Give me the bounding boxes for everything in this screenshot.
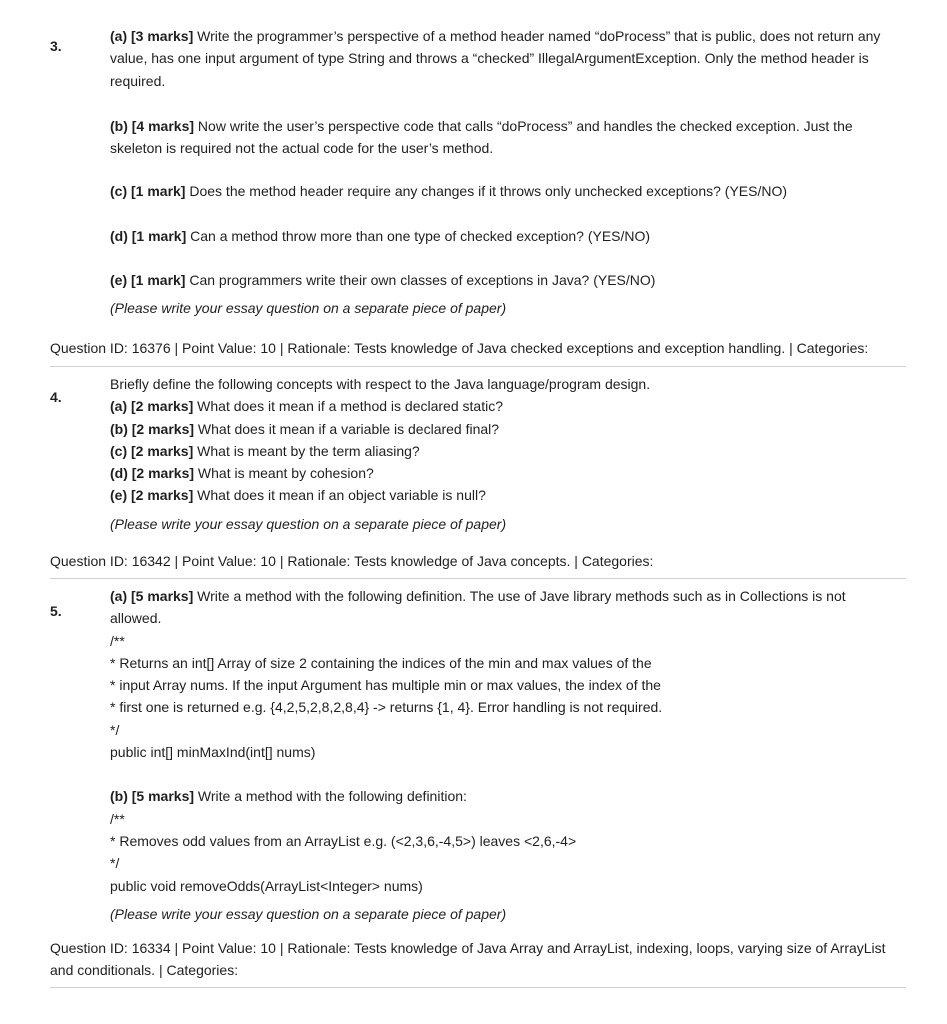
part-text: Can a method throw more than one type of checked exception? (YES/NO): [190, 227, 651, 244]
essay-note: (Please write your essay question on a separate piece of paper): [110, 905, 507, 922]
part-b: [110, 418, 900, 440]
part-marks: (b) [4 marks]: [110, 117, 195, 134]
part-a: [110, 25, 900, 92]
code-line: */: [110, 855, 120, 872]
part-b: [110, 785, 900, 807]
code-line: public void removeOdds(ArrayList<Integer> nums): [110, 877, 423, 894]
question-number: 4.: [50, 389, 62, 405]
part-text: Can programmers write their own classes of exceptions in Java? (YES/NO): [189, 272, 656, 289]
question-meta: Question ID: 16342 | Point Value: 10 | Rationale: Tests knowledge of Java concepts. | Categories:: [50, 553, 654, 569]
question-body: [110, 585, 900, 925]
code-line: * first one is returned e.g. {4,2,5,2,8,2,8,4} -> returns {1, 4}. Error handling is not required.: [110, 699, 663, 716]
question-number: 5.: [50, 603, 62, 619]
question-meta: Question ID: 16334 | Point Value: 10 | Rationale: Tests knowledge of Java Array and ArrayList, indexing, loops, varying size of ArrayList and conditionals. | Categories:: [50, 940, 886, 978]
part-text: What is meant by cohesion?: [197, 465, 374, 482]
divider: [50, 366, 906, 367]
part-marks: (a) [5 marks]: [110, 588, 194, 604]
question-meta: Question ID: 16376 | Point Value: 10 | Rationale: Tests knowledge of Java checked exceptions and exception handling. | Categories:: [50, 340, 869, 356]
part-marks: (e) [2 marks]: [110, 487, 194, 504]
code-line: /**: [110, 810, 125, 827]
part-marks: (a) [3 marks]: [110, 28, 194, 44]
part-text: Write a method with the following definition. The use of Jave library methods such as in Collections is not allowed.: [110, 588, 846, 627]
part-marks: (a) [2 marks]: [110, 398, 194, 415]
intro-text: Briefly define the following concepts with respect to the Java language/program design.: [110, 376, 651, 392]
code-line: * Returns an int[] Array of size 2 containing the indices of the min and max values of the: [110, 654, 652, 671]
part-a: [110, 395, 900, 417]
part-d: [110, 225, 900, 247]
part-e: [110, 269, 900, 291]
part-d: [110, 462, 900, 484]
part-b: [110, 115, 900, 160]
code-line: public int[] minMaxInd(int[] nums): [110, 744, 316, 761]
part-text: Write the programmer’s perspective of a method header named “doProcess” that is public, does not return any value, has one input argument of type String and throws a “checked” IllegalArgumentException. Only the method header is required.: [110, 28, 881, 89]
part-c: [110, 440, 900, 462]
part-a: [110, 585, 900, 630]
essay-note: (Please write your essay question on a separate piece of paper): [110, 300, 507, 317]
part-text: Now write the user’s perspective code that calls “doProcess” and handles the checked exception. Just the skeleton is required not the actual code for the user’s method.: [110, 117, 853, 157]
part-text: What does it mean if a variable is declared final?: [197, 420, 500, 437]
part-text: What does it mean if a method is declared static?: [197, 398, 503, 415]
question-number: 3.: [50, 38, 62, 54]
code-line: * Removes odd values from an ArrayList e.g. (<2,3,6,-4,5>) leaves <2,6,-4>: [110, 832, 577, 849]
part-e: [110, 484, 900, 506]
part-text: Does the method header require any changes if it throws only unchecked exceptions? (YES/NO): [189, 183, 788, 200]
part-marks: (c) [2 marks]: [110, 442, 194, 459]
code-line: */: [110, 721, 120, 738]
part-marks: (c) [1 mark]: [110, 183, 186, 200]
essay-note: (Please write your essay question on a separate piece of paper): [110, 515, 507, 532]
code-line: * input Array nums. If the input Argument has multiple min or max values, the index of the: [110, 677, 661, 694]
part-marks: (d) [1 mark]: [110, 227, 187, 244]
part-text: What is meant by the term aliasing?: [197, 442, 420, 459]
part-marks: (b) [2 marks]: [110, 420, 195, 437]
part-c: [110, 180, 900, 202]
part-text: Write a method with the following definition:: [197, 788, 467, 805]
code-line: /**: [110, 632, 125, 649]
part-marks: (b) [5 marks]: [110, 788, 195, 805]
part-marks: (d) [2 marks]: [110, 465, 195, 482]
part-marks: (e) [1 mark]: [110, 272, 186, 289]
question-body: [110, 25, 900, 320]
question-body: [110, 373, 900, 535]
divider: [50, 578, 906, 579]
divider: [50, 987, 906, 988]
part-text: What does it mean if an object variable is null?: [197, 487, 486, 504]
